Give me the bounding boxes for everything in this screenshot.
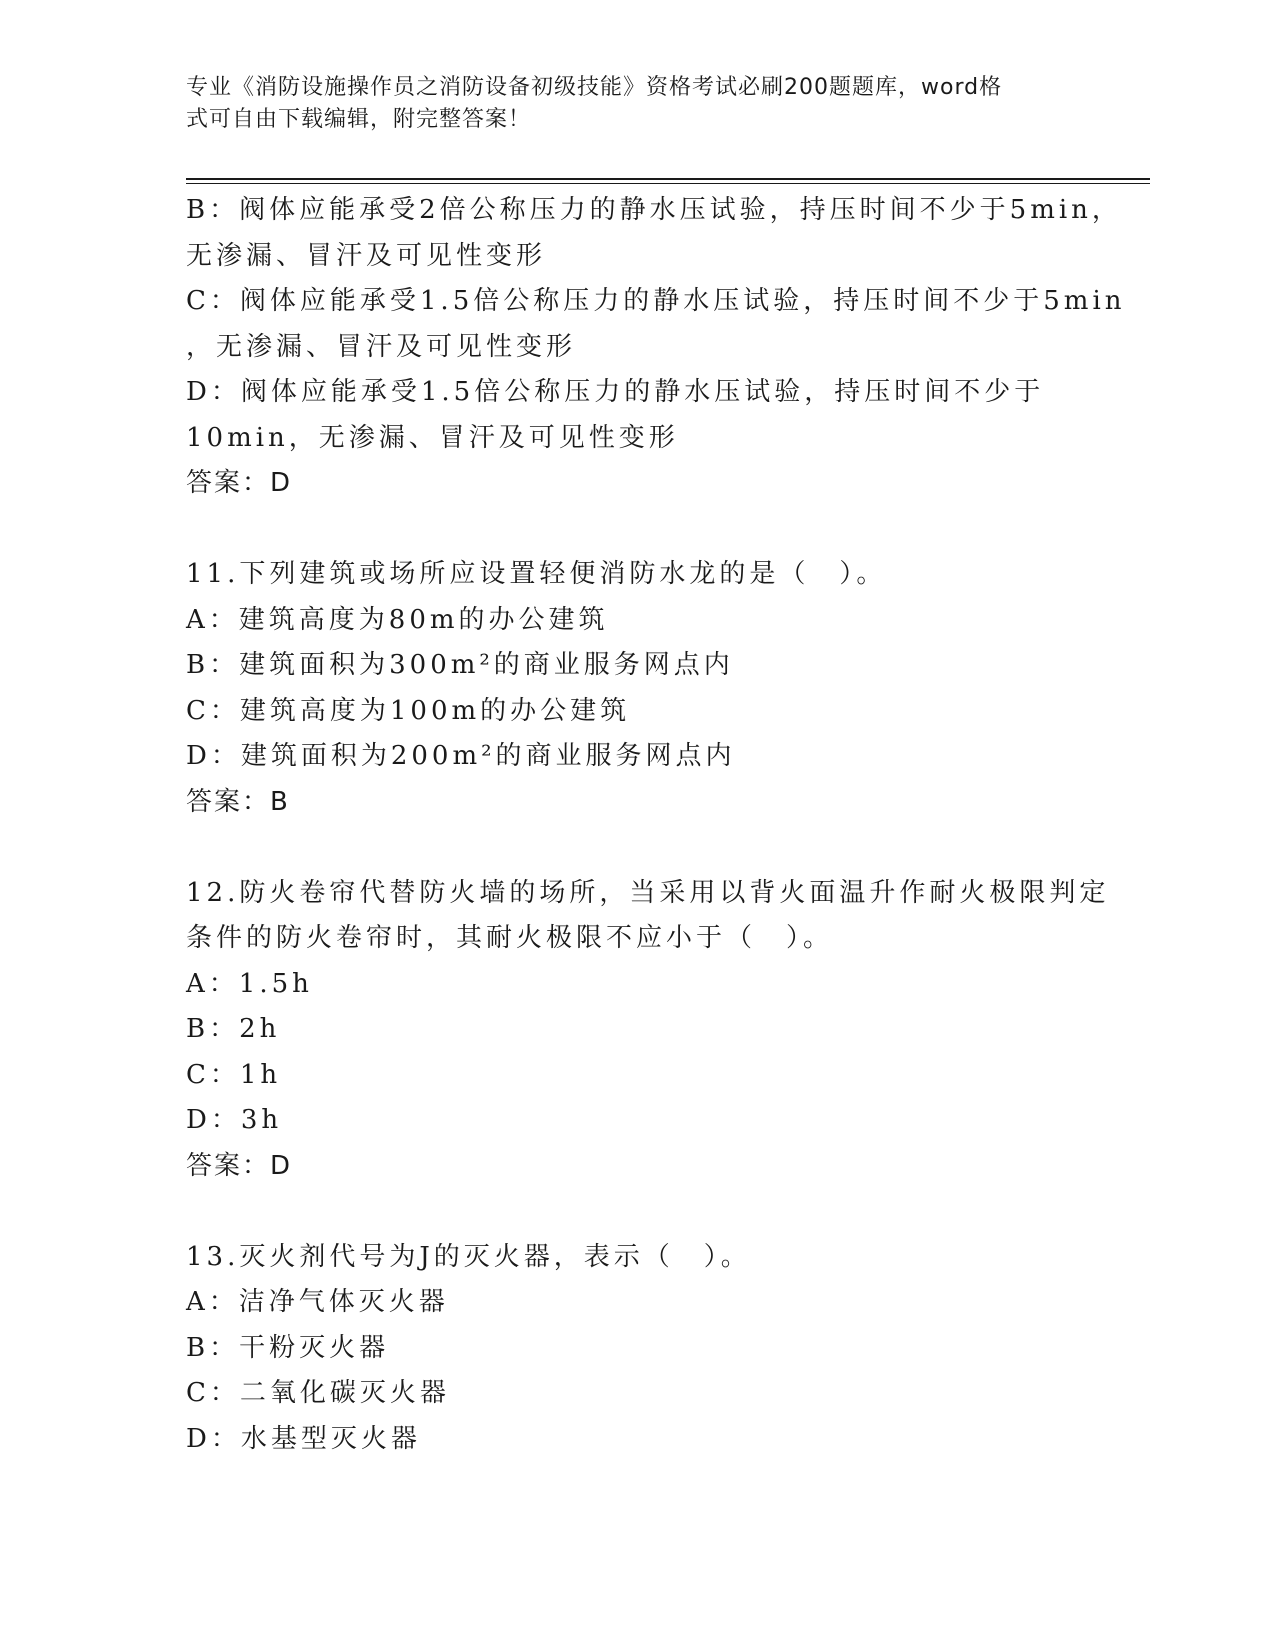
question-11 xyxy=(186,552,1086,825)
question-12 xyxy=(186,871,1110,1190)
header-divider-thin xyxy=(186,183,1150,184)
q13-option-a: A：洁净气体灭火器 xyxy=(186,1287,449,1317)
spacer xyxy=(186,1189,1086,1235)
q10-option-d-line-2: 10min，无渗漏、冒汗及可见性变形 xyxy=(186,422,679,453)
q12-stem-line-2: 条件的防火卷帘时，其耐火极限不应小于（ ）。 xyxy=(186,923,834,953)
q12-option-a: A：1.5h xyxy=(186,968,313,999)
q11-option-c: C：建筑高度为100m的办公建筑 xyxy=(186,695,631,726)
q11-stem: 11.下列建筑或场所应设置轻便消防水龙的是（ ）。 xyxy=(186,559,887,589)
question-list xyxy=(186,188,1126,1462)
spacer xyxy=(186,825,1086,871)
q10-option-c-line-1: C：阀体应能承受1.5倍公称压力的静水压试验，持压时间不少于5min xyxy=(186,286,1126,316)
q11-option-a: A：建筑高度为80m的办公建筑 xyxy=(186,604,609,635)
header-line-2: 式可自由下载编辑，附完整答案！ xyxy=(186,107,532,132)
q12-answer: 答案：D xyxy=(186,1150,293,1181)
q12-option-c: C：1h xyxy=(186,1059,282,1090)
q12-option-b: B：2h xyxy=(186,1014,281,1044)
q12-stem-line-1: 12.防火卷帘代替防火墙的场所，当采用以背火面温升作耐火极限判定 xyxy=(186,877,1110,908)
q11-option-d: D：建筑面积为200m²的商业服务网点内 xyxy=(186,741,736,771)
q10-option-d-line-1: D：阀体应能承受1.5倍公称压力的静水压试验，持压时间不少于 xyxy=(186,377,1045,407)
q13-option-c: C：二氧化碳灭火器 xyxy=(186,1378,450,1408)
header-divider-thick xyxy=(186,178,1150,180)
q10-option-b-line-1: B：阀体应能承受2倍公称压力的静水压试验，持压时间不少于5min， xyxy=(186,195,1122,225)
q11-answer: 答案：B xyxy=(186,786,290,817)
document-header xyxy=(186,72,1066,136)
question-10 xyxy=(186,188,1126,507)
q10-answer: 答案：D xyxy=(186,468,293,498)
q10-option-b-line-2: 无渗漏、冒汗及可见性变形 xyxy=(186,240,547,271)
question-13 xyxy=(186,1235,1086,1463)
header-line-1: 专业《消防设施操作员之消防设备初级技能》资格考试必刷200题题库，word格 xyxy=(186,75,1003,100)
q13-option-b: B：干粉灭火器 xyxy=(186,1332,390,1363)
q13-option-d: D：水基型灭火器 xyxy=(186,1423,421,1454)
q11-option-b: B：建筑面积为300m²的商业服务网点内 xyxy=(186,650,734,680)
q13-stem: 13.灭火剂代号为J的灭火器，表示（ ）。 xyxy=(186,1241,751,1272)
q10-option-c-line-2: ，无渗漏、冒汗及可见性变形 xyxy=(186,331,577,362)
q12-option-d: D：3h xyxy=(186,1105,283,1135)
spacer xyxy=(186,507,1086,553)
